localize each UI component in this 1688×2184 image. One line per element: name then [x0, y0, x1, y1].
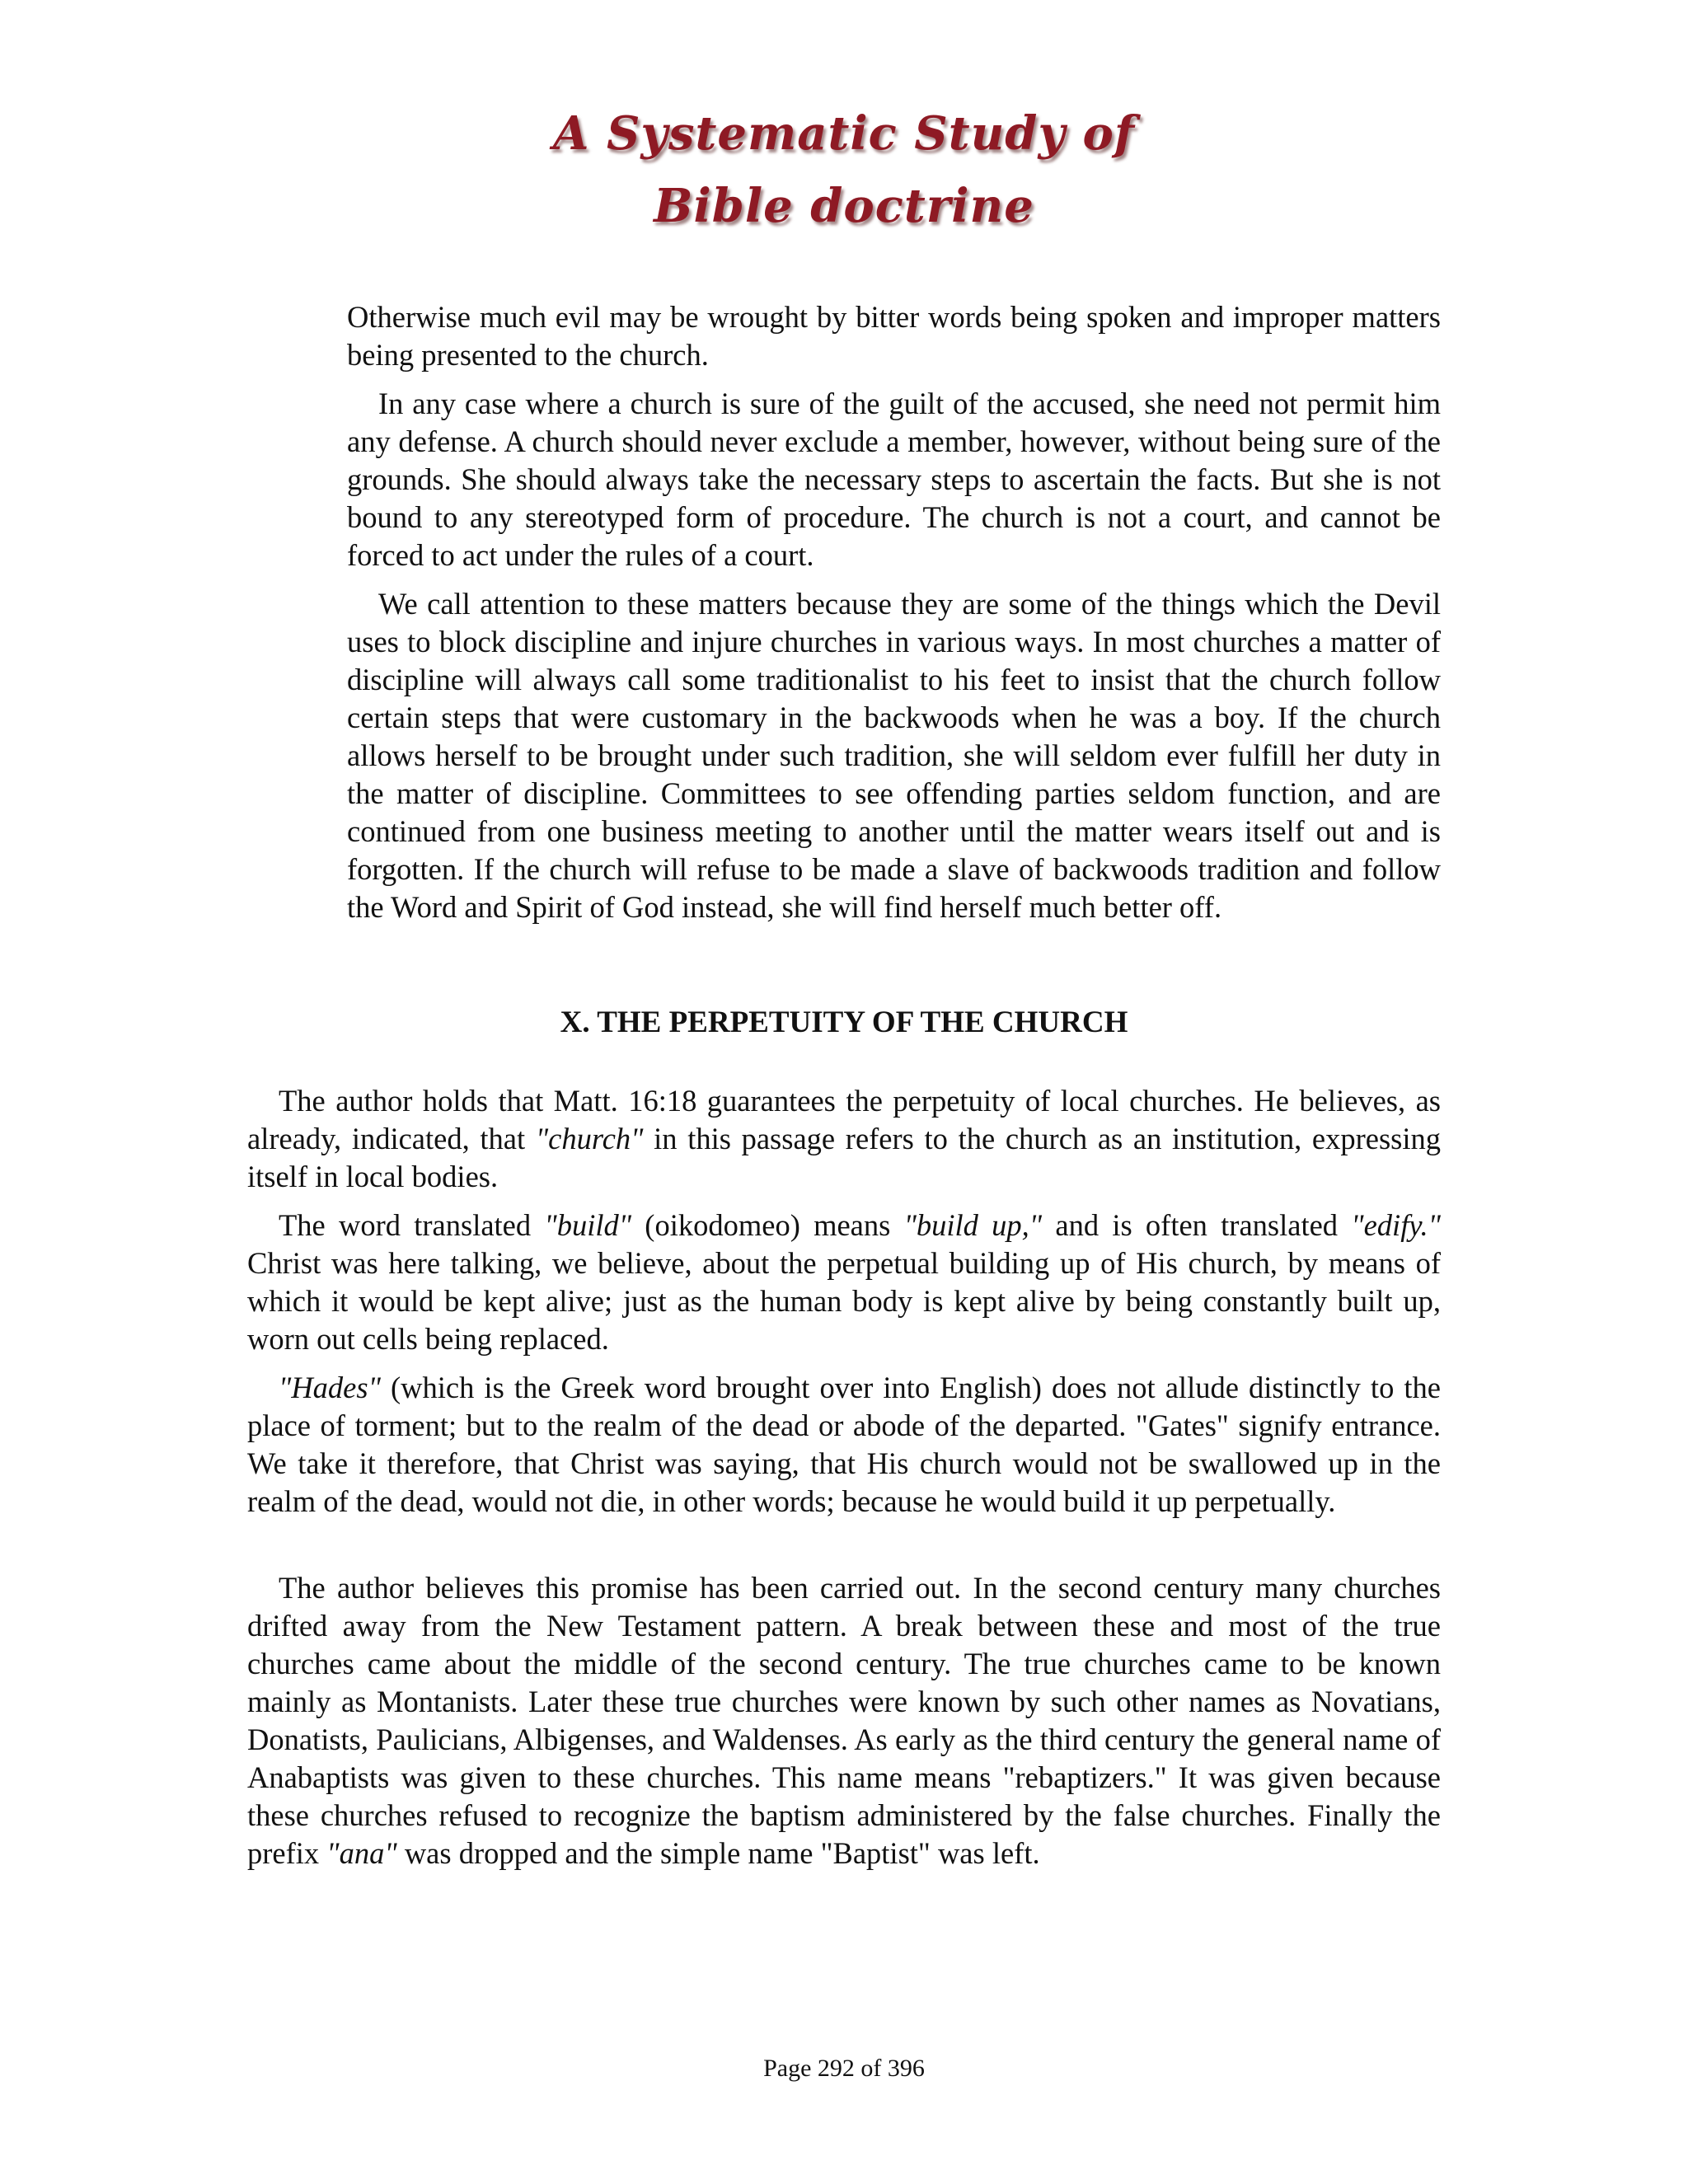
paragraph-accused-defense: In any case where a church is sure of the guilt of the accused, she need not permit him any defense. A church should never exclude a member, however, without being sure of the grounds. She should always take the necessary steps to ascertain the facts. But she is not bound to any stereotyped form of procedure. The church is not a court, and cannot be forced to act under the rules of a court. [347, 387, 1441, 572]
book-title-line-2: Bible doctrine [654, 179, 1034, 233]
paragraph-tradition: We call attention to these matters because they are some of the things which the Devil uses to block discipline and injure churches in various ways. In most churches a matter of discipline will always call some traditionalist to his feet to insist that the church follow certain steps that were customary in the backwoods when he was a boy. If the church allows herself to be brought under such tradition, she will seldom ever fulfill her duty in the matter of discipline. Committees to see offending parties seldom function, and are continued from one business meeting to another until the matter wears itself out and is forgotten. If the church will refuse to be made a slave of backwoods tradition and follow the Word and Spirit of God instead, she will find herself much better off. [347, 587, 1441, 924]
book-title-banner [0, 97, 1688, 242]
page-number: Page 292 of 396 [763, 2055, 925, 2082]
paragraph-hades: "Hades" (which is the Greek word brought over into English) does not allude distinctly to the place of torment; but to the realm of the dead or abode of the departed. "Gates" signify entrance. We take it therefore, that Christ was saying, that His church would not be swallowed up in the realm of the dead, would not die, in other words; because he would build it up perpetually. [247, 1371, 1441, 1518]
paragraph-continued: Otherwise much evil may be wrought by bitter words being spoken and improper matters being presented to the church. [347, 300, 1441, 372]
section-heading: X. THE PERPETUITY OF THE CHURCH [560, 1005, 1128, 1039]
paragraph-promise-carried-out: The author believes this promise has been carried out. In the second century many churches drifted away from the New Testament pattern. A break between these and most of the true churches came about the middle of the second century. The true churches came to be known mainly as Montanists. Later these true churches were known by such other names as Novatians, Donatists, Paulicians, Albigenses, and Waldenses. As early as the third century the general name of Anabaptists was given to these churches. This name means "rebaptizers." It was given because these churches refused to recognize the baptism administered by the false churches. Finally the prefix "ana" was dropped and the simple name "Baptist" was left. [247, 1571, 1441, 1870]
book-title-line-1: A Systematic Study of [553, 106, 1135, 161]
paragraph-matt-16-18: The author holds that Matt. 16:18 guarantees the perpetuity of local churches. He believes, as already, indicated, that "church" in this passage refers to the church as an institution, expressing itself in local bodies. [247, 1084, 1441, 1193]
paragraph-build-up: The word translated "build" (oikodomeo) means "build up," and is often translated "edify." Christ was here talking, we believe, about the perpetual building up of His church, by means of which it would be kept alive; just as the human body is kept alive by being constantly built up, worn out cells being replaced. [247, 1208, 1441, 1356]
